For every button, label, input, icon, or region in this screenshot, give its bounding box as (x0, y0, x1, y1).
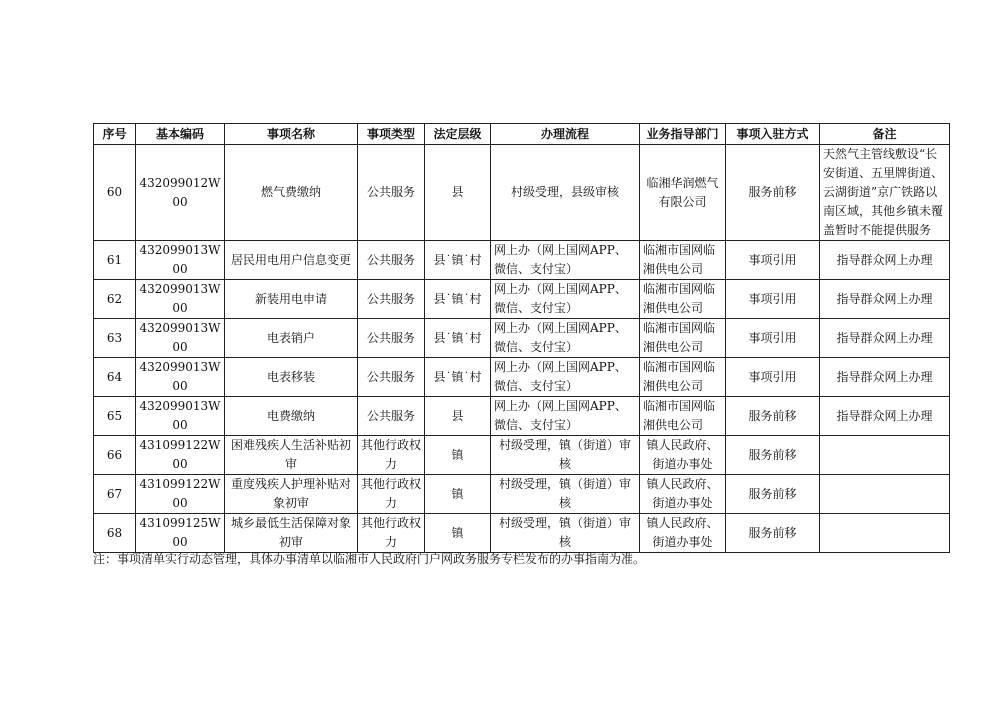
cell-department: 镇人民政府、街道办事处 (640, 514, 726, 553)
cell-legal-level: 县˙镇˙村 (425, 241, 491, 280)
cell-seq: 65 (94, 397, 136, 436)
table-row (94, 514, 950, 553)
cell-entry-mode: 服务前移 (726, 475, 820, 514)
cell-item-type: 公共服务 (358, 280, 425, 319)
table-row (94, 145, 950, 241)
cell-remarks: 指导群众网上办理 (820, 397, 950, 436)
cell-department: 临湘市国网临湘供电公司 (640, 358, 726, 397)
table-row (94, 319, 950, 358)
cell-code: 432099013W00 (136, 280, 225, 319)
cell-remarks (820, 475, 950, 514)
cell-code: 432099013W00 (136, 397, 225, 436)
cell-item-type: 公共服务 (358, 145, 425, 241)
cell-remarks: 指导群众网上办理 (820, 319, 950, 358)
cell-process: 网上办（网上国网APP、微信、支付宝） (491, 319, 640, 358)
table-header-row (94, 124, 950, 145)
cell-code: 431099122W00 (136, 475, 225, 514)
header-item-name: 事项名称 (225, 124, 358, 145)
table-row (94, 358, 950, 397)
cell-legal-level: 县˙镇˙村 (425, 280, 491, 319)
header-legal-level: 法定层级 (425, 124, 491, 145)
cell-item-type: 公共服务 (358, 397, 425, 436)
cell-entry-mode: 服务前移 (726, 145, 820, 241)
cell-entry-mode: 服务前移 (726, 514, 820, 553)
cell-legal-level: 镇 (425, 475, 491, 514)
cell-entry-mode: 事项引用 (726, 319, 820, 358)
cell-item-name: 城乡最低生活保障对象初审 (225, 514, 358, 553)
cell-legal-level: 县˙镇˙村 (425, 358, 491, 397)
header-entry-mode: 事项入驻方式 (726, 124, 820, 145)
cell-item-type: 公共服务 (358, 241, 425, 280)
header-seq: 序号 (94, 124, 136, 145)
cell-code: 432099013W00 (136, 319, 225, 358)
cell-code: 432099012W00 (136, 145, 225, 241)
header-code: 基本编码 (136, 124, 225, 145)
cell-process: 网上办（网上国网APP、微信、支付宝） (491, 280, 640, 319)
cell-code: 432099013W00 (136, 241, 225, 280)
cell-item-type: 其他行政权力 (358, 436, 425, 475)
cell-remarks: 指导群众网上办理 (820, 241, 950, 280)
cell-legal-level: 县 (425, 397, 491, 436)
cell-legal-level: 县 (425, 145, 491, 241)
table-row (94, 475, 950, 514)
cell-department: 临湘华润燃气有限公司 (640, 145, 726, 241)
cell-code: 431099125W00 (136, 514, 225, 553)
cell-code: 431099122W00 (136, 436, 225, 475)
header-process: 办理流程 (491, 124, 640, 145)
table-row (94, 280, 950, 319)
service-items-table (93, 123, 950, 553)
cell-department: 镇人民政府、街道办事处 (640, 475, 726, 514)
cell-process: 网上办（网上国网APP、微信、支付宝） (491, 241, 640, 280)
cell-department: 临湘市国网临湘供电公司 (640, 241, 726, 280)
cell-process: 村级受理，镇（街道）审核 (491, 514, 640, 553)
cell-seq: 68 (94, 514, 136, 553)
cell-item-name: 燃气费缴纳 (225, 145, 358, 241)
cell-remarks: 天然气主管线敷设“长安街道、五里牌街道、云湖街道”京广铁路以南区域，其他乡镇未覆盖暂时不能提供服务 (820, 145, 950, 241)
cell-seq: 61 (94, 241, 136, 280)
cell-entry-mode: 事项引用 (726, 358, 820, 397)
table-row (94, 436, 950, 475)
cell-legal-level: 镇 (425, 436, 491, 475)
header-remarks: 备注 (820, 124, 950, 145)
cell-seq: 63 (94, 319, 136, 358)
cell-process: 村级受理，镇（街道）审核 (491, 475, 640, 514)
cell-entry-mode: 服务前移 (726, 436, 820, 475)
cell-item-type: 其他行政权力 (358, 514, 425, 553)
cell-legal-level: 镇 (425, 514, 491, 553)
cell-code: 432099013W00 (136, 358, 225, 397)
cell-process: 村级受理，镇（街道）审核 (491, 436, 640, 475)
cell-item-name: 居民用电用户信息变更 (225, 241, 358, 280)
cell-seq: 67 (94, 475, 136, 514)
cell-item-name: 困难残疾人生活补贴初审 (225, 436, 358, 475)
cell-item-type: 其他行政权力 (358, 475, 425, 514)
cell-remarks: 指导群众网上办理 (820, 358, 950, 397)
cell-seq: 66 (94, 436, 136, 475)
cell-department: 临湘市国网临湘供电公司 (640, 319, 726, 358)
cell-remarks: 指导群众网上办理 (820, 280, 950, 319)
cell-entry-mode: 事项引用 (726, 280, 820, 319)
cell-department: 临湘市国网临湘供电公司 (640, 397, 726, 436)
cell-seq: 64 (94, 358, 136, 397)
cell-remarks (820, 514, 950, 553)
cell-item-name: 电表销户 (225, 319, 358, 358)
cell-item-name: 电费缴纳 (225, 397, 358, 436)
cell-entry-mode: 服务前移 (726, 397, 820, 436)
cell-department: 临湘市国网临湘供电公司 (640, 280, 726, 319)
cell-item-type: 公共服务 (358, 319, 425, 358)
footnote: 注：事项清单实行动态管理，具体办事清单以临湘市人民政府门户网政务服务专栏发布的办事指南为准。 (93, 552, 646, 566)
cell-item-name: 重度残疾人护理补贴对象初审 (225, 475, 358, 514)
cell-item-name: 新装用电申请 (225, 280, 358, 319)
table-row (94, 241, 950, 280)
cell-entry-mode: 事项引用 (726, 241, 820, 280)
cell-process: 网上办（网上国网APP、微信、支付宝） (491, 397, 640, 436)
cell-remarks (820, 436, 950, 475)
cell-department: 镇人民政府、街道办事处 (640, 436, 726, 475)
header-department: 业务指导部门 (640, 124, 726, 145)
cell-item-name: 电表移装 (225, 358, 358, 397)
cell-seq: 62 (94, 280, 136, 319)
cell-process: 村级受理，县级审核 (491, 145, 640, 241)
cell-legal-level: 县˙镇˙村 (425, 319, 491, 358)
header-item-type: 事项类型 (358, 124, 425, 145)
cell-process: 网上办（网上国网APP、微信、支付宝） (491, 358, 640, 397)
cell-item-type: 公共服务 (358, 358, 425, 397)
table-row (94, 397, 950, 436)
cell-seq: 60 (94, 145, 136, 241)
